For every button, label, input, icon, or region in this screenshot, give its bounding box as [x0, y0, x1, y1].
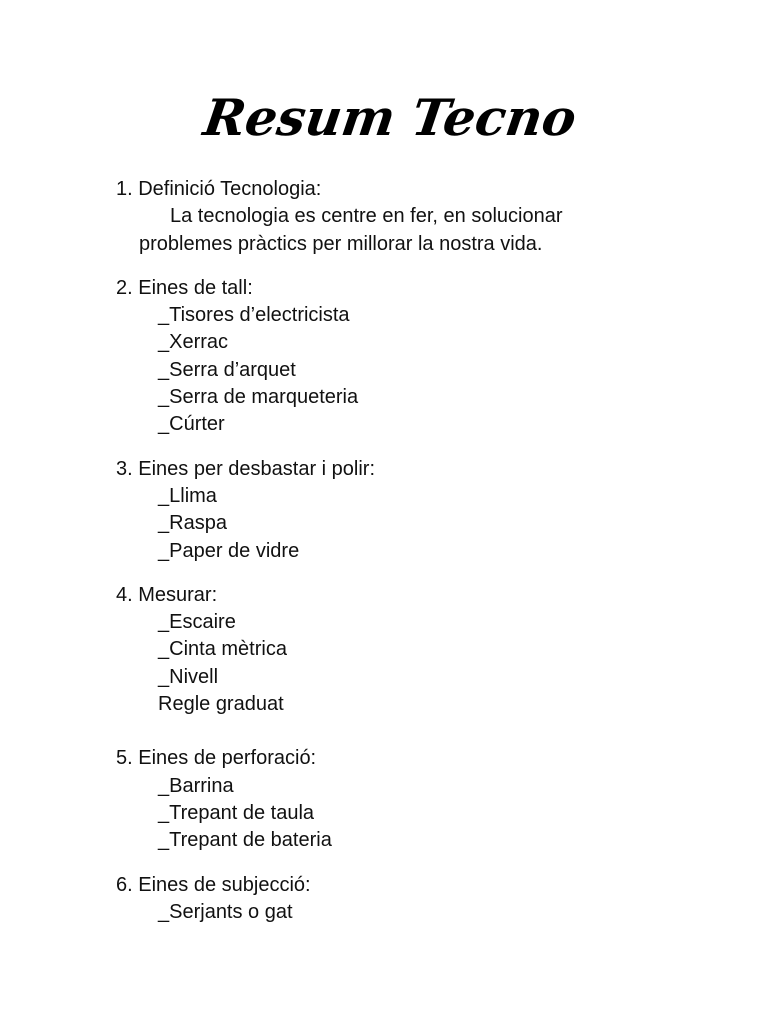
paragraph-line: La tecnologia es centre en fer, en solucionar [170, 205, 563, 228]
list-item: _Paper de vidre [158, 539, 300, 562]
list-item: _Trepant de taula [158, 801, 315, 824]
list-item: _Escaire [158, 611, 236, 634]
section-heading: 2. Eines de tall: [116, 276, 253, 299]
section-heading: 6. Eines de subjecció: [116, 873, 311, 896]
section-mesurar [116, 582, 736, 718]
section-desbastar-polir [116, 456, 736, 565]
section-heading: 3. Eines per desbastar i polir: [116, 457, 376, 480]
list-item: _Serra d’arquet [158, 358, 296, 381]
paragraph-line: problemes pràctics per millorar la nostra vida. [139, 232, 543, 255]
section-definicio [116, 176, 736, 258]
list-item: _Llima [158, 484, 217, 507]
section-heading: 1. Definició Tecnologia: [116, 178, 322, 200]
list-item: Regle graduat [158, 693, 284, 716]
document-body [116, 176, 736, 926]
list-item: _Serjants o gat [158, 900, 293, 923]
list-item: _Xerrac [158, 331, 229, 354]
page-title: Resum Tecno [200, 88, 580, 147]
section-eines-de-tall [116, 275, 736, 439]
list-item: _Cinta mètrica [158, 638, 287, 661]
list-item: _Tisores d’electricista [158, 304, 350, 327]
list-item: _Raspa [158, 512, 227, 535]
list-item: _Nivell [158, 665, 219, 688]
section-heading: 5. Eines de perforació: [116, 747, 317, 770]
section-subjeccio [116, 872, 736, 927]
list-item: _Serra de marqueteria [158, 386, 359, 409]
section-heading: 4. Mesurar: [116, 583, 218, 606]
list-item: _Barrina [158, 774, 234, 797]
list-item: _Trepant de bateria [158, 829, 332, 852]
list-item: _Cúrter [158, 413, 225, 436]
section-perforacio [116, 745, 736, 854]
